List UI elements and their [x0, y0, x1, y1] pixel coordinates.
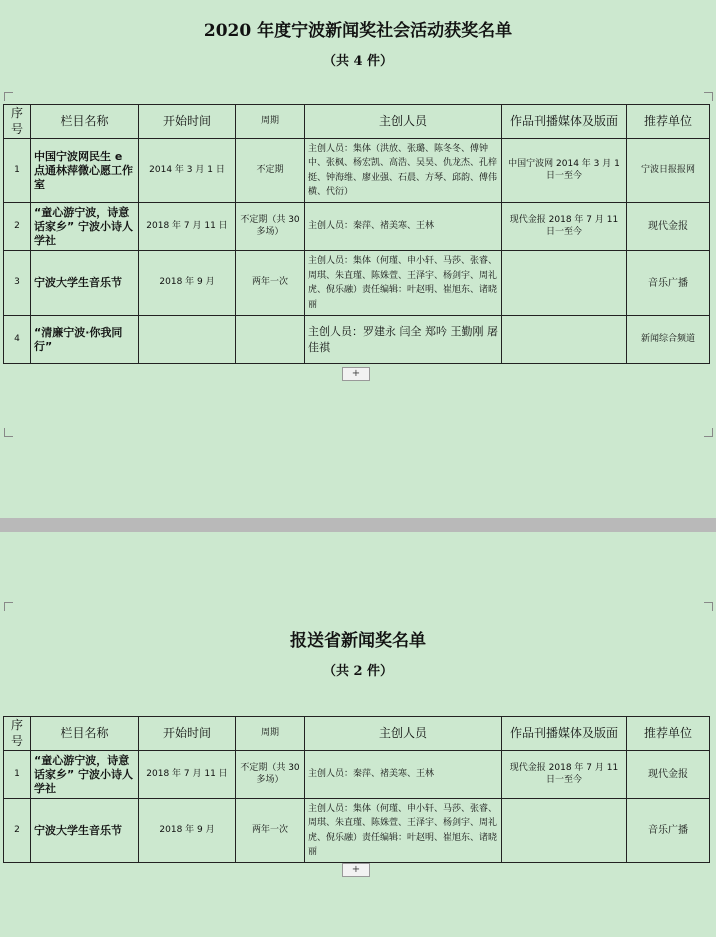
cell-staff: 主创人员：秦萍、褚美寒、王林: [305, 751, 502, 799]
margin-mark: [4, 602, 13, 611]
add-row-button[interactable]: +: [342, 863, 370, 877]
cell-period: [236, 316, 305, 364]
cell-name: 中国宁波网民生 e 点通林萍微心愿工作室: [31, 139, 139, 203]
page-subtitle: （共 2 件）: [322, 664, 394, 679]
header-unit: 推荐单位: [627, 717, 710, 751]
table-row: [4, 251, 710, 316]
cell-staff: 主创人员：集体（何瑾、申小轩、马莎、张睿、周琪、朱直瑾、陈姝萱、王泽宇、杨剑宇、周礼虎、倪乐融）责任编辑：叶赵明、崔旭东、诸晓丽: [305, 251, 502, 316]
cell-period: 不定期（共 30 多场）: [236, 751, 305, 799]
cell-media: [502, 316, 627, 364]
cell-period: 两年一次: [236, 799, 305, 863]
cell-no: 3: [4, 251, 31, 316]
cell-name: “童心游宁波，诗意话家乡” 宁波小诗人学社: [31, 751, 139, 799]
header-start: 开始时间: [139, 105, 236, 139]
header-period: 周期: [236, 717, 305, 751]
margin-mark: [704, 428, 713, 437]
header-name: 栏目名称: [31, 717, 139, 751]
table-header-row: [4, 717, 710, 751]
page-subtitle: （共 4 件）: [322, 54, 394, 69]
cell-start: 2014 年 3 月 1 日: [139, 139, 236, 203]
cell-period: 不定期（共 30 多场）: [236, 203, 305, 251]
cell-no: 1: [4, 751, 31, 799]
cell-media: [502, 251, 627, 316]
cell-media: 中国宁波网 2014 年 3 月 1 日一至今: [502, 139, 627, 203]
cell-staff: 主创人员：秦萍、褚美寒、王林: [305, 203, 502, 251]
cell-period: 不定期: [236, 139, 305, 203]
table-row: [4, 203, 710, 251]
header-period: 周期: [236, 105, 305, 139]
award-table: [3, 104, 710, 364]
cell-media: 现代金报 2018 年 7 月 11 日一至今: [502, 751, 627, 799]
header-no: 序号: [4, 105, 31, 139]
margin-mark: [4, 428, 13, 437]
cell-no: 2: [4, 203, 31, 251]
table-row: [4, 316, 710, 364]
table-row: [4, 139, 710, 203]
cell-start: 2018 年 7 月 11 日: [139, 751, 236, 799]
cell-no: 4: [4, 316, 31, 364]
cell-unit: 现代金报: [627, 751, 710, 799]
cell-name: 宁波大学生音乐节: [31, 799, 139, 863]
cell-media: 现代金报 2018 年 7 月 11 日一至今: [502, 203, 627, 251]
cell-period: 两年一次: [236, 251, 305, 316]
page-title: 报送省新闻奖名单: [290, 631, 426, 651]
cell-media: [502, 799, 627, 863]
header-start: 开始时间: [139, 717, 236, 751]
margin-mark: [704, 92, 713, 101]
header-name: 栏目名称: [31, 105, 139, 139]
header-unit: 推荐单位: [627, 105, 710, 139]
page-title: 2020 年度宁波新闻奖社会活动获奖名单: [203, 21, 513, 41]
table-row: [4, 799, 710, 863]
cell-name: “清廉宁波·你我同行”: [31, 316, 139, 364]
cell-unit: 音乐广播: [627, 251, 710, 316]
cell-name: “童心游宁波，诗意话家乡” 宁波小诗人学社: [31, 203, 139, 251]
cell-staff: 主创人员：集体（何瑾、申小轩、马莎、张睿、周琪、朱直瑾、陈姝萱、王泽宇、杨剑宇、周礼虎、倪乐融）责任编辑：叶赵明、崔旭东、诸晓丽: [305, 799, 502, 863]
cell-unit: 现代金报: [627, 203, 710, 251]
margin-mark: [704, 602, 713, 611]
cell-name: 宁波大学生音乐节: [31, 251, 139, 316]
cell-no: 2: [4, 799, 31, 863]
award-table: [3, 716, 710, 863]
cell-start: 2018 年 9 月: [139, 799, 236, 863]
margin-mark: [4, 92, 13, 101]
cell-unit: 新闻综合频道: [627, 316, 710, 364]
header-staff: 主创人员: [305, 717, 502, 751]
cell-start: 2018 年 9 月: [139, 251, 236, 316]
cell-unit: 音乐广播: [627, 799, 710, 863]
table-row: [4, 751, 710, 799]
header-media: 作品刊播媒体及版面: [502, 105, 627, 139]
header-media: 作品刊播媒体及版面: [502, 717, 627, 751]
cell-staff: 主创人员：罗建永 闫全 郑吟 王勤刚 屠佳祺: [305, 316, 502, 364]
cell-start: [139, 316, 236, 364]
cell-start: 2018 年 7 月 11 日: [139, 203, 236, 251]
cell-no: 1: [4, 139, 31, 203]
cell-unit: 宁波日报报网: [627, 139, 710, 203]
document-page-2: [0, 532, 716, 937]
header-no: 序号: [4, 717, 31, 751]
header-staff: 主创人员: [305, 105, 502, 139]
page-separator: [0, 518, 716, 532]
cell-staff: 主创人员：集体（洪放、张璐、陈冬冬、傅钟中、张枫、杨宏凯、高浩、吴昊、仇龙杰、孔梓挺、钟海维、廖业强、石晨、方琴、邱韵、傅伟横、代衍）: [305, 139, 502, 203]
add-row-button[interactable]: +: [342, 367, 370, 381]
table-header-row: [4, 105, 710, 139]
